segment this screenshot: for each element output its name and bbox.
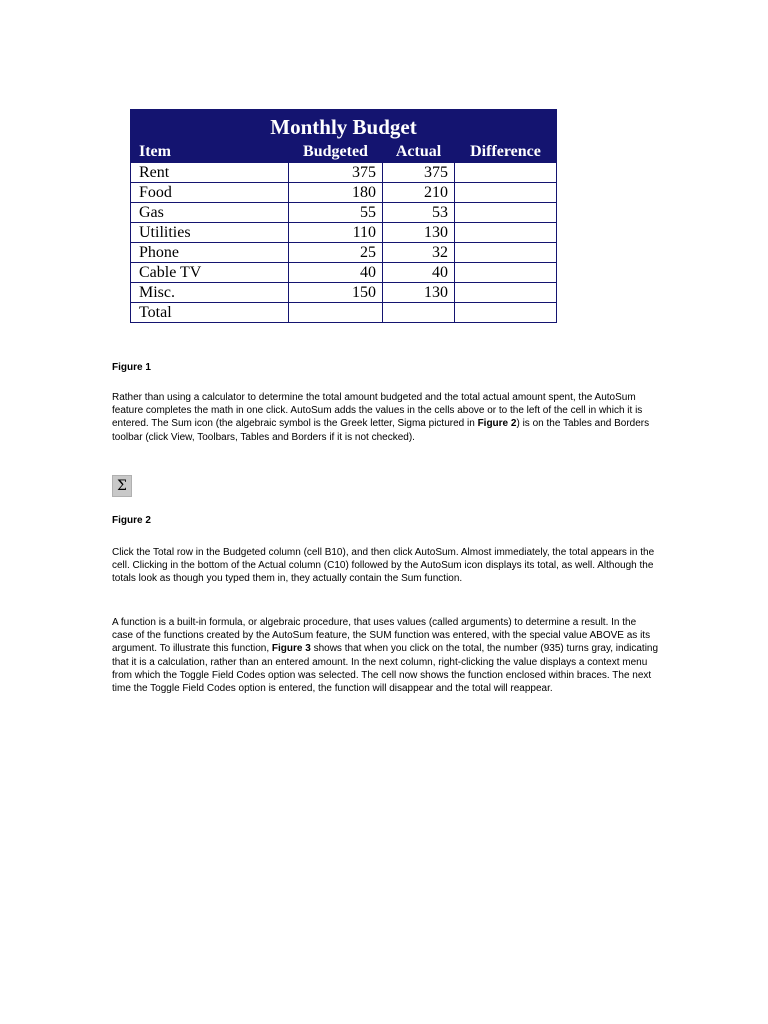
cell-item: Phone bbox=[131, 243, 289, 263]
cell-budgeted-total[interactable] bbox=[289, 303, 383, 323]
cell-actual: 130 bbox=[383, 283, 455, 303]
cell-budgeted: 150 bbox=[289, 283, 383, 303]
cell-actual: 53 bbox=[383, 203, 455, 223]
table-row bbox=[131, 263, 557, 283]
cell-difference bbox=[455, 263, 557, 283]
paragraph-text: A function is a built-in formula, or algebraic procedure, that uses values (called arguments) to determine a result. In the case of the functions created by the AutoSum feature, the SUM function was entered, with the special value ABOVE as its argument. To illustrate this function, bbox=[112, 617, 651, 655]
column-header-difference: Difference bbox=[455, 143, 557, 163]
cell-item: Gas bbox=[131, 203, 289, 223]
table-title: Monthly Budget bbox=[131, 110, 557, 143]
paragraph-text: Rather than using a calculator to determine the total amount budgeted and the total actual amount spent, the AutoSum feature completes the math in one click. AutoSum adds the values in the cells above or to the left of the cell in which it is entered. The Sum icon (the algebraic symbol is the Greek letter, Sigma pictured in bbox=[112, 392, 643, 430]
figure-2-reference: Figure 2 bbox=[477, 418, 517, 430]
cell-item: Misc. bbox=[131, 283, 289, 303]
cell-difference bbox=[455, 243, 557, 263]
table-row bbox=[131, 223, 557, 243]
cell-actual-total[interactable] bbox=[383, 303, 455, 323]
table-row bbox=[131, 203, 557, 223]
table-row bbox=[131, 283, 557, 303]
paragraph-autosum-intro bbox=[112, 391, 660, 444]
cell-actual: 40 bbox=[383, 263, 455, 283]
cell-difference bbox=[455, 283, 557, 303]
table-row bbox=[131, 163, 557, 183]
cell-item: Utilities bbox=[131, 223, 289, 243]
monthly-budget-table bbox=[130, 109, 557, 323]
table-row bbox=[131, 243, 557, 263]
cell-item: Total bbox=[131, 303, 289, 323]
cell-budgeted: 375 bbox=[289, 163, 383, 183]
column-header-actual: Actual bbox=[383, 143, 455, 163]
cell-actual: 375 bbox=[383, 163, 455, 183]
paragraph-text: shows that when you click on the total, the number (935) turns gray, indicating that it is a calculation, rather than an entered amount. In the next column, right-clicking the value displays a context menu from which the Toggle Field Codes option was selected. The cell now shows the function enclosed within braces. The next time the Toggle Field Codes option is entered, the function will disappear and the total will reappear. bbox=[112, 643, 659, 695]
paragraph-autosum-usage: Click the Total row in the Budgeted column (cell B10), and then click AutoSum. Almost immediately, the total appears in the cell. Clicking in the bottom of the Actual column (C10) followed by the AutoSum icon displays its total, as well. Although the totals look as though you typed them in, they actually contain the Sum function. bbox=[112, 547, 655, 585]
paragraph-function-explanation bbox=[112, 616, 660, 695]
cell-difference bbox=[455, 223, 557, 243]
table-row bbox=[131, 183, 557, 203]
column-header-item: Item bbox=[131, 143, 289, 163]
figure-3-reference: Figure 3 bbox=[271, 643, 311, 655]
cell-difference-total[interactable] bbox=[455, 303, 557, 323]
cell-actual: 210 bbox=[383, 183, 455, 203]
cell-budgeted: 55 bbox=[289, 203, 383, 223]
figure-2-caption: Figure 2 bbox=[112, 515, 151, 526]
table-row-total bbox=[131, 303, 557, 323]
cell-item: Rent bbox=[131, 163, 289, 183]
cell-difference bbox=[455, 183, 557, 203]
cell-difference bbox=[455, 163, 557, 183]
cell-budgeted: 110 bbox=[289, 223, 383, 243]
cell-budgeted: 40 bbox=[289, 263, 383, 283]
cell-actual: 32 bbox=[383, 243, 455, 263]
cell-difference bbox=[455, 203, 557, 223]
cell-actual: 130 bbox=[383, 223, 455, 243]
figure-1-caption: Figure 1 bbox=[112, 362, 151, 373]
cell-budgeted: 180 bbox=[289, 183, 383, 203]
sigma-icon[interactable]: Σ bbox=[112, 475, 132, 497]
cell-budgeted: 25 bbox=[289, 243, 383, 263]
paragraph-text: ) is on the Tables and Borders toolbar (click View, Toolbars, Tables and Borders if it is not checked). bbox=[112, 418, 650, 443]
cell-item: Cable TV bbox=[131, 263, 289, 283]
column-header-budgeted: Budgeted bbox=[289, 143, 383, 163]
cell-item: Food bbox=[131, 183, 289, 203]
